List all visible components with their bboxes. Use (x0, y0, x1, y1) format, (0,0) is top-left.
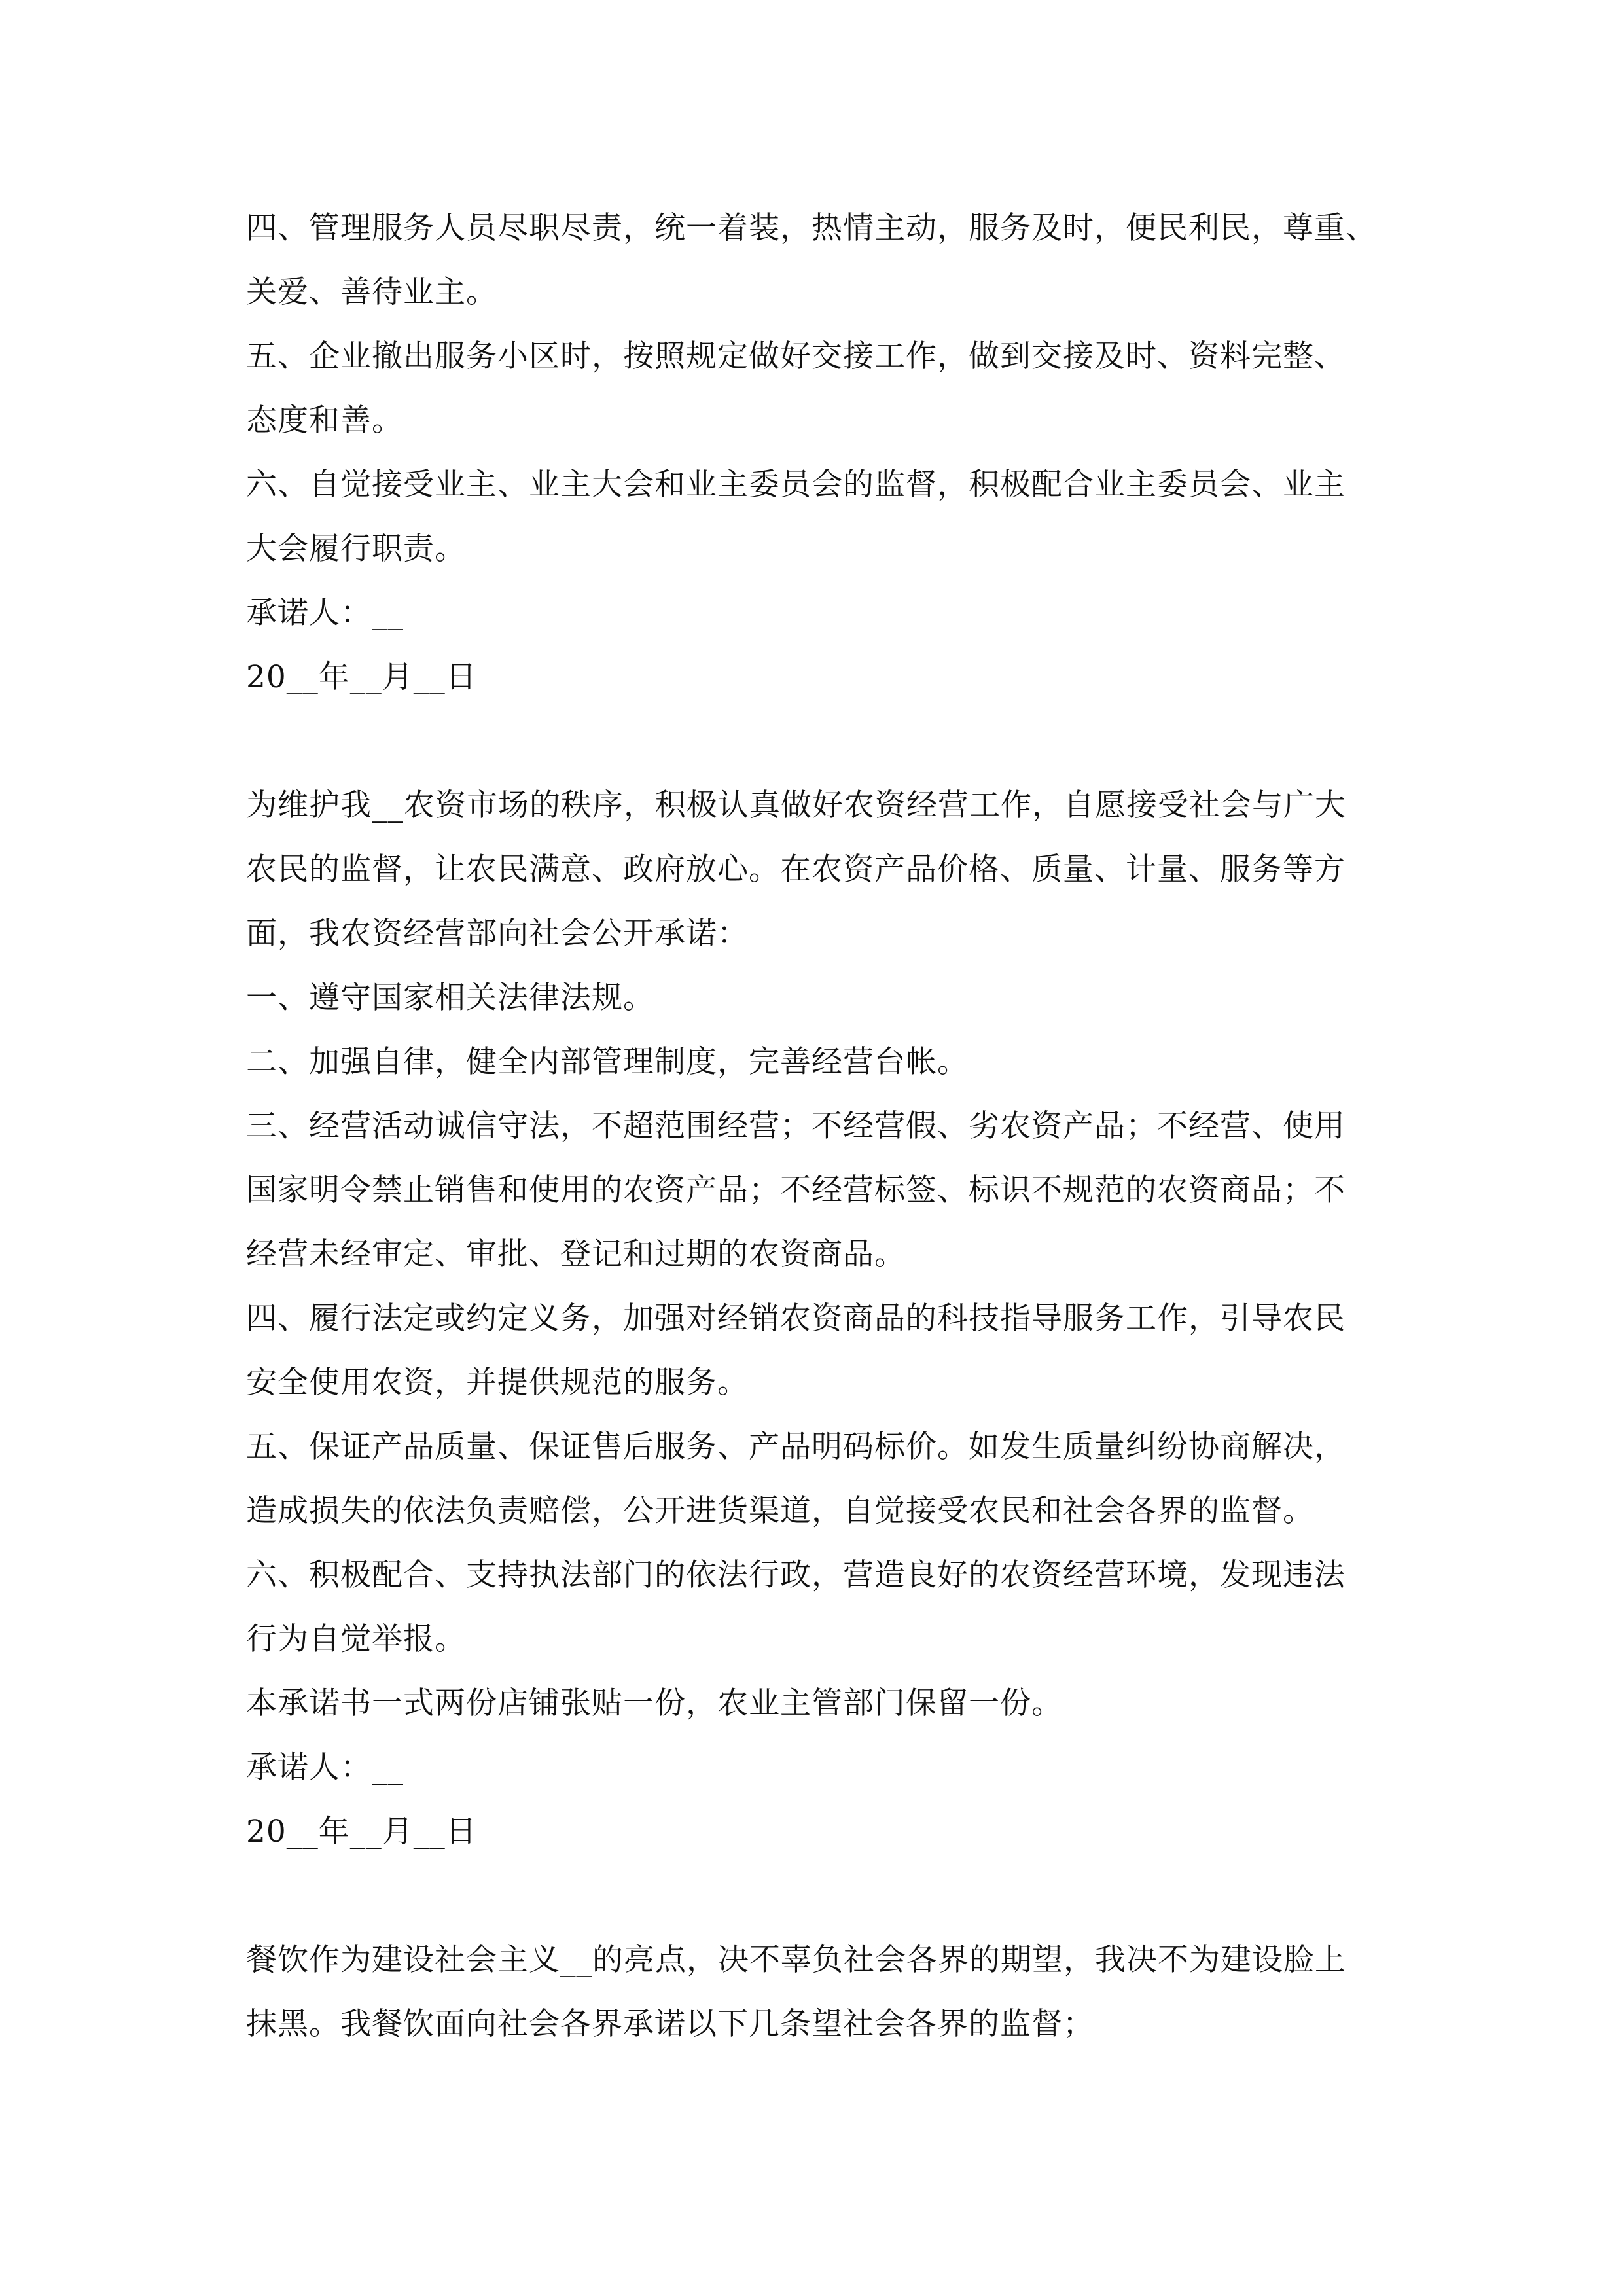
paragraph-line: 六、自觉接受业主、业主大会和业主委员会的监督，积极配合业主委员会、业主 (246, 467, 1346, 503)
paragraph-line: 态度和善。 (246, 403, 403, 439)
paragraph-line: 一、遵守国家相关法律法规。 (246, 980, 654, 1016)
section-gap (246, 709, 1398, 774)
paragraph-line: 餐饮作为建设社会主义__的亮点，决不辜负社会各界的期望，我决不为建设脸上 (246, 1942, 1346, 1978)
section-property-commitment (246, 196, 1398, 709)
paragraph-line: 关爱、善待业主。 (246, 274, 497, 310)
paragraph-line: 二、加强自律，健全内部管理制度，完善经营台帐。 (246, 1044, 969, 1080)
paragraph-line: 安全使用农资，并提供规范的服务。 (246, 1365, 749, 1401)
paragraph-line: 面，我农资经营部向社会公开承诺： (246, 916, 749, 952)
paragraph-line: 本承诺书一式两份店铺张贴一份，农业主管部门保留一份。 (246, 1685, 1063, 1721)
paragraph-line: 造成损失的依法负责赔偿，公开进货渠道，自觉接受农民和社会各界的监督。 (246, 1493, 1314, 1529)
paragraph-line: 行为自觉举报。 (246, 1621, 466, 1657)
paragraph-line: 五、保证产品质量、保证售后服务、产品明码标价。如发生质量纠纷协商解决， (246, 1429, 1346, 1465)
date-line: 20__年__月__日 (246, 1814, 477, 1850)
paragraph-line: 大会履行职责。 (246, 531, 466, 567)
paragraph-line: 四、履行法定或约定义务，加强对经销农资商品的科技指导服务工作，引导农民 (246, 1300, 1346, 1336)
signature-line: 承诺人：__ (246, 1749, 404, 1785)
paragraph-line: 抹黑。我餐饮面向社会各界承诺以下几条望社会各界的监督； (246, 2006, 1094, 2042)
date-line: 20__年__月__日 (246, 659, 477, 695)
section-catering-commitment (246, 1928, 1398, 2056)
paragraph-line: 六、积极配合、支持执法部门的依法行政，营造良好的农资经营环境，发现违法 (246, 1557, 1346, 1593)
section-agri-commitment (246, 774, 1398, 1864)
paragraph-line: 三、经营活动诚信守法，不超范围经营；不经营假、劣农资产品；不经营、使用 (246, 1108, 1346, 1144)
paragraph-line: 农民的监督，让农民满意、政府放心。在农资产品价格、质量、计量、服务等方 (246, 852, 1346, 888)
paragraph-line: 五、企业撤出服务小区时，按照规定做好交接工作，做到交接及时、资料完整、 (246, 338, 1346, 374)
signature-line: 承诺人：__ (246, 595, 404, 631)
paragraph-line: 四、管理服务人员尽职尽责，统一着装，热情主动，服务及时，便民利民，尊重、 (246, 210, 1377, 246)
section-gap (246, 1864, 1398, 1928)
paragraph-line: 为维护我__农资市场的秩序，积极认真做好农资经营工作，自愿接受社会与广大 (246, 787, 1346, 823)
paragraph-line: 国家明令禁止销售和使用的农资产品；不经营标签、标识不规范的农资商品；不 (246, 1172, 1346, 1208)
paragraph-line: 经营未经审定、审批、登记和过期的农资商品。 (246, 1236, 906, 1272)
document-page (246, 196, 1398, 2056)
